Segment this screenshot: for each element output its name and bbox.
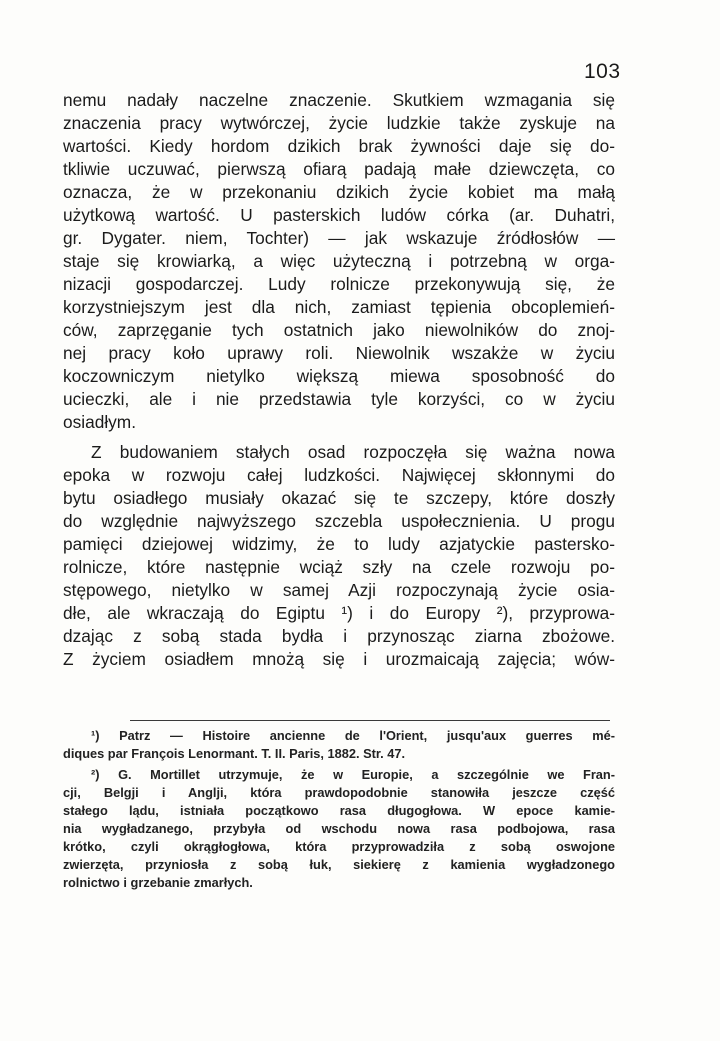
text-line: wartości. Kiedy hordom dzikich brak żywności daje się do- [63,136,615,156]
footnote-rule [130,720,610,721]
text-line: Z budowaniem stałych osad rozpoczęła się ważna nowa [91,442,615,462]
paragraph-gap [63,434,615,441]
footnote-line: diques par François Lenormant. T. II. Paris, 1882. Str. 47. [63,746,406,761]
text-line: Z życiem osiadłem mnożą się i urozmaicają zajęcia; wów- [63,649,615,669]
text-line: do względnie najwyższego szczebla uspołecznienia. U progu [63,511,615,531]
text-line: gr. Dygater. niem, Tochter) — jak wskazuje źródłosłów — [63,228,615,248]
footnote-line: rolnictwo i grzebanie zmarłych. [63,875,253,890]
text-line: znaczenia pracy wytwórczej, życie ludzkie także zyskuje na [63,113,615,133]
text-line: dzając z sobą stada bydła i przynosząc ziarna zbożowe. [63,626,615,646]
footnote-line: ¹) Patrz — Histoire ancienne de l'Orient, jusqu'aux guerres mé- [91,728,615,743]
text-line: ucieczki, ale i nie przedstawia tyle korzyści, co w życiu [63,389,615,409]
footnote-line: krótko, czyli okrągłogłowa, która przyprowadziła z sobą oswojone [63,839,615,854]
text-line: nizacji gospodarczej. Ludy rolnicze przekonywują się, że [63,274,615,294]
text-line: nemu nadały naczelne znaczenie. Skutkiem wzmagania się [63,90,615,110]
text-line: oznacza, że w przekonaniu dzikich życie kobiet ma małą [63,182,615,202]
text-line: bytu osiadłego musiały okazać się te szczepy, które doszły [63,488,615,508]
footnote-line: nia wygładzanego, przybyła od wschodu nowa rasa podbojowa, rasa [63,821,615,836]
text-line: stępowego, nietylko w samej Azji rozpoczynają życie osia- [63,580,615,600]
paragraph [63,441,615,671]
text-line: koczowniczym nietylko większą miewa sposobność do [63,366,615,386]
footnotes [63,727,615,892]
text-line: staje się krowiarką, a więc użyteczną i potrzebną w orga- [63,251,615,271]
text-line: osiadłym. [63,412,136,432]
text-line: nej pracy koło uprawy roli. Niewolnik wszakże w życiu [63,343,615,363]
footnote-line: stałego lądu, istniała początkowo rasa długogłowa. W epoce kamie- [63,803,615,818]
footnote-line: zwierzęta, przyniosła z sobą łuk, siekierę z kamienia wygładzonego [63,857,615,872]
footnote-line: ²) G. Mortillet utrzymuje, że w Europie, a szczególnie we Fran- [91,767,615,782]
footnote [63,727,615,763]
text-line: korzystniejszym jest dla nich, zamiast tępienia obcoplemień- [63,297,615,317]
text-line: tkliwie uczuwać, pierwszą ofiarą padają małe dziewczęta, co [63,159,615,179]
text-line: ców, zaprzęganie tych ostatnich jako niewolników do znoj- [63,320,615,340]
footnote [63,766,615,892]
paragraph [63,89,615,434]
text-line: użytkową wartość. U pasterskich ludów córka (ar. Duhatri, [63,205,615,225]
page-number: 103 [584,60,621,83]
footnote-line: cji, Belgji i Anglji, która prawdopodobnie stanowiła jeszcze część [63,785,615,800]
text-line: dłe, ale wkraczają do Egiptu ¹) i do Europy ²), przyprowa- [63,603,615,623]
text-line: epoka w rozwoju całej ludzkości. Najwięcej skłonnymi do [63,465,615,485]
text-line: pamięci dziejowej widzimy, że to ludy azjatyckie pastersko- [63,534,615,554]
body-text [63,89,615,671]
text-line: rolnicze, które następnie wciąż szły na czele rozwoju po- [63,557,615,577]
